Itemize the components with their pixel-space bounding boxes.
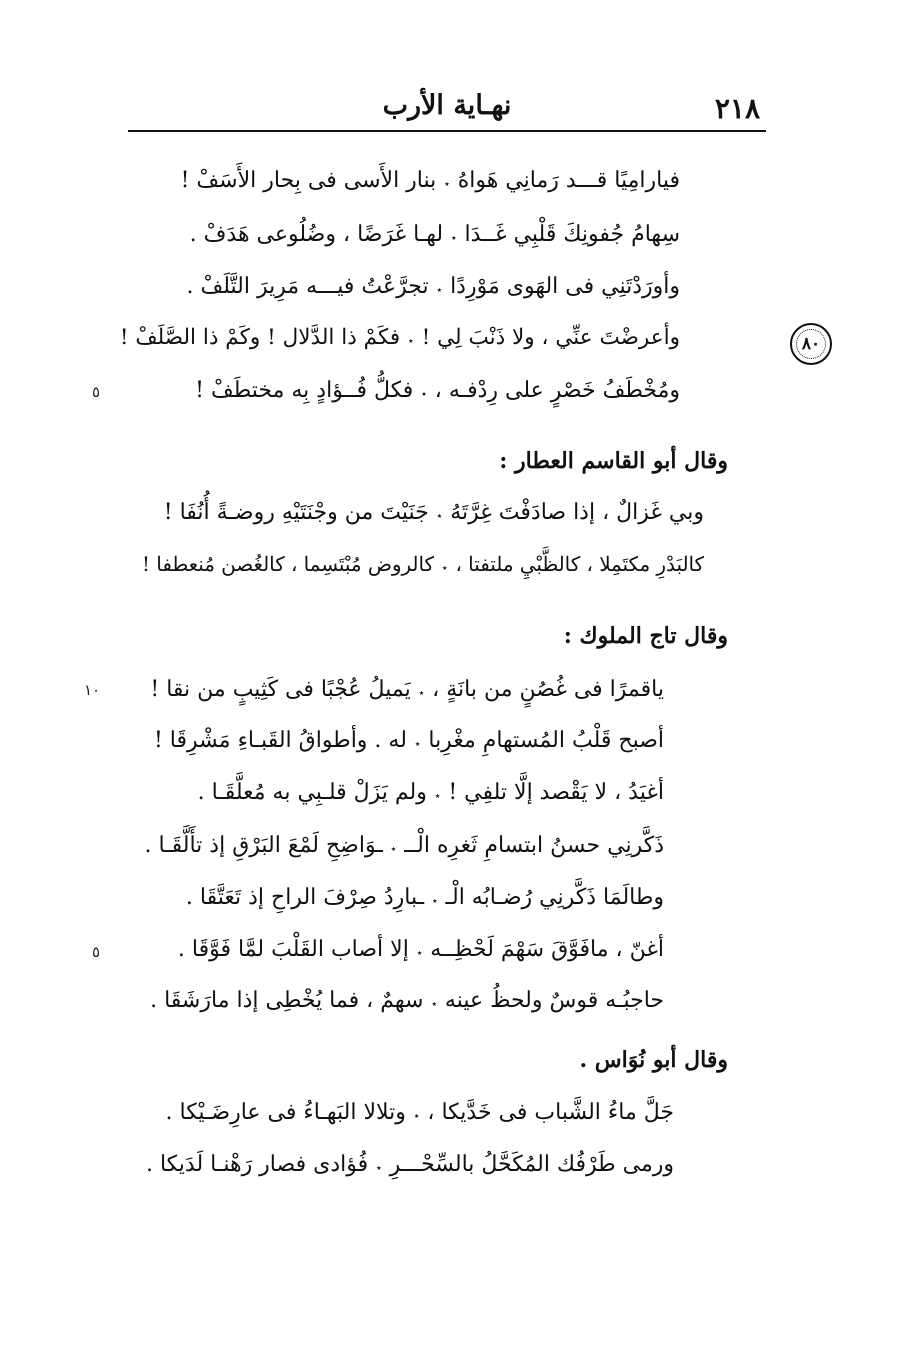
verse-first-hemistich: فيارامِيًا قـــد رَمانِي هَواهُ (457, 168, 680, 193)
verse-line (186, 885, 664, 910)
hemistich-separator: ٭ (414, 739, 421, 750)
verse-line (181, 168, 680, 193)
verse-second-hemistich: وتلالا البَهـاءُ فى عارِضَـيْكا . (165, 1100, 406, 1125)
hemistich-separator: ٭ (408, 336, 414, 347)
poet-introduction: وقال تاج الملوك : (563, 623, 728, 649)
verse-second-hemistich: فكلُّ فُــؤادٍ بِه مختطَفْ ! (195, 378, 414, 403)
verse-line (190, 222, 680, 247)
hemistich-separator: ٭ (390, 844, 397, 855)
verse-second-hemistich: بنار الأَسى فى بِحار الأَسَفْ ! (180, 168, 437, 193)
verse-second-hemistich: لهـا غَرَضًا ، وضُلُوعى هَدَفْ . (189, 222, 444, 247)
verse-line (166, 1100, 675, 1125)
verse-first-hemistich: جَلَّ ماءُ الشَّباب فى خَدَّيكا ، (427, 1100, 674, 1125)
poet-introduction: وقال أبو نُوَاس . (579, 1047, 728, 1073)
hemistich-separator: ٭ (418, 688, 425, 699)
verse-line (145, 833, 664, 858)
verse-second-hemistich: سهمٌ ، فما يُخْطِى إذا مارَشَقَا . (150, 988, 424, 1013)
verse-line (198, 780, 664, 805)
verse-line (178, 937, 664, 962)
verse-first-hemistich: سِهامُ جُفونِكَ قَلْبِي غَــدَا (464, 222, 680, 247)
page-number: ٢١٨ (714, 92, 760, 125)
verse-line (150, 988, 664, 1013)
verse-line (142, 553, 704, 576)
hemistich-separator: ٭ (441, 563, 448, 574)
hemistich-separator: ٭ (451, 233, 457, 244)
hemistich-separator: ٭ (413, 1111, 420, 1122)
verse-second-hemistich: جَنَيْتَ من وجْنَتَيْهِ روضـةً أُنُفَا ! (163, 500, 429, 525)
verse-first-hemistich: ياقمرًا فى غُصُنٍ من بانَةٍ ، (432, 677, 664, 702)
verse-line (146, 1152, 674, 1177)
hemistich-separator: ٭ (416, 948, 423, 959)
hemistich-separator: ٭ (432, 896, 438, 907)
verse-second-hemistich: ولم يَزَلْ قلـبِي به مُعلَّقَـا . (197, 780, 427, 805)
verse-first-hemistich: أغنّ ، مافَوَّقَ سَهْمَ لَحْظِــه (430, 937, 664, 962)
line-number-marker: ٥ (92, 943, 101, 961)
verse-second-hemistich: تجرَّعْتُ فيـــه مَرِيرَ التَّلَفْ . (186, 274, 429, 299)
hemistich-separator: ٭ (421, 389, 427, 400)
verse-first-hemistich: وبي غَزالٌ ، إذا صادَفْتَ غِرَّتَهُ (450, 500, 704, 525)
verse-first-hemistich: ذَكَّرنِي حسنُ ابتسامِ ثَغرِه الْــ (404, 833, 664, 858)
verse-second-hemistich: يَميلُ عُجْبًا فى كَثِيبٍ من نقا ! (150, 677, 411, 702)
hemistich-separator: ٭ (444, 179, 450, 190)
verse-line (186, 274, 680, 299)
verse-first-hemistich: وأعرضْتَ عنِّي ، ولا ذَنْبَ لِي ! (421, 325, 680, 350)
line-number-marker: ٥ (92, 383, 101, 401)
running-title: نهـاية الأرب (382, 90, 512, 121)
hemistich-separator: ٭ (436, 511, 443, 522)
verse-line (164, 500, 704, 525)
verse-first-hemistich: وطالَمَا ذَكَّرنِي رُضـابُه الْـ (445, 885, 664, 910)
hemistich-separator: ٭ (376, 1163, 382, 1174)
verse-second-hemistich: ـوَاضِحِ لَمْعَ البَرْقِ إذ تأَلَّقَـا . (144, 833, 383, 858)
verse-line (154, 728, 664, 753)
poet-introduction: وقال أبو القاسم العطار : (499, 448, 728, 474)
hemistich-separator: ٭ (436, 285, 443, 296)
verse-first-hemistich: أصبح قَلْبُ المُستهامِ مغْرِبا (428, 728, 664, 753)
verse-second-hemistich: له . وأطواقُ القَبـاءِ مَشْرِقَا ! (153, 728, 407, 753)
hemistich-separator: ٭ (431, 999, 437, 1010)
verse-first-hemistich: وأورَدْتَنِي فى الهَوى مَوْرِدًا (450, 274, 680, 299)
verse-first-hemistich: ومُخْطَفُ خَصْرٍ على رِدْفـه ، (434, 378, 680, 403)
verse-first-hemistich: حاجبُـه قوسٌ ولحظُ عينه (444, 988, 664, 1013)
verse-second-hemistich: ـبارِدُ صِرْفَ الراحِ إذ تَعَتَّقَا . (185, 885, 425, 910)
verse-second-hemistich: فكَمْ ذا الدَّلال ! وكَمْ ذا الصَّلَفْ ! (119, 325, 401, 350)
verse-first-hemistich: ورمى طَرْفُك المُكَحَّلُ بالسِّحْـــرِ (389, 1152, 674, 1177)
verse-first-hemistich: كالبَدْرِ مكتَمِلا ، كالظَّبْيِ ملتفتا ، (455, 553, 704, 576)
verse-second-hemistich: فُؤادى فصار رَهْنـا لَدَيكا . (145, 1152, 369, 1177)
verse-second-hemistich: إلا أصاب القَلْبَ لمَّا فَوَّقَا . (177, 937, 409, 962)
verse-line (120, 325, 680, 350)
verse-second-hemistich: كالروض مُبْتَسِما ، كالغُصن مُنعطفا ! (141, 553, 434, 576)
verse-first-hemistich: أغيَدُ ، لا يَقْصد إلَّا تلفِي ! (448, 780, 664, 805)
line-number-marker: ١٠ (84, 681, 101, 699)
emblem-number: ٨٠ (801, 334, 821, 354)
hemistich-separator: ٭ (434, 791, 441, 802)
verse-line (150, 677, 664, 702)
verse-line (195, 378, 680, 403)
